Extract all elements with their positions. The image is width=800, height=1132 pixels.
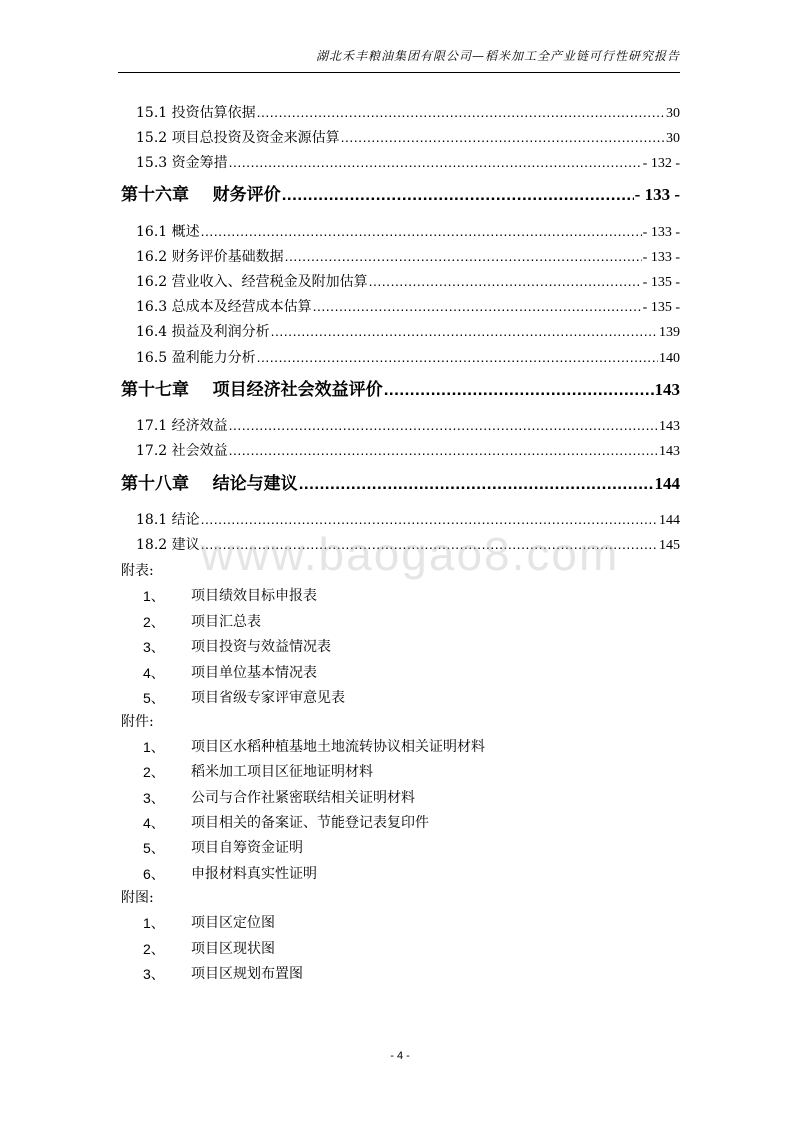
toc-entry-label: 16.2 财务评价基础数据	[136, 249, 284, 265]
list-item-text: 项目相关的备案证、节能登记表复印件	[191, 814, 429, 831]
list-item	[143, 864, 317, 884]
watermark: www.baogao8.com	[200, 528, 620, 580]
list-item	[143, 813, 429, 833]
list-item-number: 2、	[143, 764, 165, 781]
toc-entry-page: 144	[654, 474, 680, 493]
list-item-text: 公司与合作社紧密联结相关证明材料	[191, 789, 415, 806]
toc-dot-leader	[285, 246, 642, 266]
list-item-number: 2、	[143, 940, 165, 957]
list-item-text: 项目绩效目标申报表	[191, 588, 317, 604]
toc-entry-label: 第十八章 结论与建议	[121, 474, 298, 494]
list-item	[143, 737, 485, 757]
list-item-text: 项目区定位图	[191, 915, 275, 931]
toc-dot-leader	[271, 321, 658, 341]
page-number: - 4 -	[390, 1050, 410, 1062]
toc-dot-leader	[229, 152, 642, 172]
list-item-text: 项目单位基本情况表	[191, 664, 317, 681]
toc-entry-label: 15.2 项目总投资及资金来源估算	[136, 130, 340, 146]
header-rule	[118, 72, 680, 73]
toc-dot-leader	[229, 415, 658, 435]
toc-chapter-entry[interactable]	[121, 378, 680, 402]
list-item	[143, 762, 373, 782]
list-item-number: 4、	[143, 814, 165, 831]
toc-entry-label: 15.3 资金筹措	[136, 155, 228, 171]
toc-dot-leader	[201, 221, 642, 241]
toc-section-entry[interactable]	[136, 321, 680, 341]
toc-entry-label: 16.3 总成本及经营成本估算	[136, 299, 312, 315]
toc-section-entry[interactable]	[136, 127, 680, 147]
list-item	[143, 788, 415, 808]
toc-dot-leader	[257, 347, 658, 367]
list-item	[143, 612, 261, 632]
toc-dot-leader	[341, 127, 665, 147]
toc-section-entry[interactable]	[136, 271, 680, 291]
list-item-text: 项目区现状图	[191, 940, 275, 957]
list-item-text: 申报材料真实性证明	[191, 865, 317, 882]
toc-section-entry[interactable]	[136, 534, 680, 554]
list-item-number: 1、	[143, 588, 165, 604]
toc-entry-label: 15.1 投资估算依据	[136, 105, 256, 121]
list-item	[143, 663, 317, 683]
list-item	[143, 637, 331, 657]
toc-entry-label: 18.1 结论	[136, 512, 200, 528]
list-item-text: 稻米加工项目区征地证明材料	[191, 764, 373, 781]
toc-entry-page: 30	[666, 131, 680, 146]
list-item	[143, 964, 303, 984]
list-item-number: 2、	[143, 613, 165, 630]
page-header: 湖北禾丰粮油集团有限公司—稻米加工全产业链可行性研究报告	[315, 49, 680, 63]
toc-entry-page: - 133 -	[642, 225, 680, 240]
list-item	[143, 913, 275, 933]
toc-entry-page: 143	[659, 419, 680, 434]
toc-dot-leader	[384, 378, 654, 402]
list-item	[143, 586, 317, 606]
toc-section-entry[interactable]	[136, 152, 680, 172]
toc-entry-page: - 135 -	[642, 300, 680, 315]
toc-entry-label: 16.4 损益及利润分析	[136, 324, 270, 340]
toc-entry-page: 30	[666, 106, 680, 121]
toc-entry-page: - 133 -	[642, 250, 680, 265]
toc-dot-leader	[201, 509, 658, 529]
list-item-text: 项目汇总表	[191, 613, 261, 630]
toc-dot-leader	[229, 440, 658, 460]
toc-section-entry[interactable]	[136, 221, 680, 241]
list-item-number: 1、	[143, 915, 165, 931]
toc-section-entry[interactable]	[136, 296, 680, 316]
toc-section-entry[interactable]	[136, 102, 680, 122]
list-item-number: 3、	[143, 639, 165, 655]
toc-entry-page: - 133 -	[634, 185, 680, 204]
list-item-text: 项目自筹资金证明	[191, 840, 303, 857]
toc-chapter-entry[interactable]	[121, 472, 680, 496]
list-item-text: 项目区规划布置图	[191, 966, 303, 982]
toc-entry-label: 16.1 概述	[136, 224, 200, 240]
toc-chapter-entry[interactable]	[121, 183, 680, 207]
appendix-tables-heading: 附表:	[121, 563, 154, 579]
toc-dot-leader	[201, 534, 658, 554]
toc-section-entry[interactable]	[136, 347, 680, 367]
toc-entry-label: 第十七章 项目经济社会效益评价	[121, 380, 383, 400]
toc-entry-page: - 135 -	[642, 275, 680, 290]
toc-entry-page: 139	[659, 325, 680, 340]
toc-entry-label: 16.5 盈利能力分析	[136, 350, 256, 366]
toc-entry-page: 140	[659, 351, 680, 366]
toc-section-entry[interactable]	[136, 246, 680, 266]
list-item	[143, 939, 275, 959]
list-item-number: 1、	[143, 739, 165, 755]
toc-dot-leader	[313, 296, 642, 316]
list-item-number: 3、	[143, 789, 165, 806]
list-item-number: 6、	[143, 865, 165, 882]
toc-section-entry[interactable]	[136, 440, 680, 460]
list-item-number: 3、	[143, 966, 165, 982]
toc-entry-page: 144	[659, 513, 680, 528]
toc-entry-label: 17.2 社会效益	[136, 443, 228, 459]
toc-entry-page: - 132 -	[642, 156, 680, 171]
list-item-text: 项目区水稻种植基地土地流转协议相关证明材料	[191, 739, 485, 755]
toc-entry-label: 18.2 建议	[136, 537, 200, 553]
toc-section-entry[interactable]	[136, 509, 680, 529]
toc-dot-leader	[257, 102, 665, 122]
list-item-text: 项目投资与效益情况表	[191, 639, 331, 655]
appendix-figures-heading: 附图:	[121, 890, 154, 906]
toc-dot-leader	[369, 271, 642, 291]
toc-entry-label: 17.1 经济效益	[136, 418, 228, 434]
toc-entry-label: 第十六章 财务评价	[121, 185, 281, 205]
list-item-number: 5、	[143, 840, 165, 857]
toc-entry-page: 143	[654, 380, 680, 399]
list-item-number: 5、	[143, 690, 165, 706]
toc-section-entry[interactable]	[136, 415, 680, 435]
toc-entry-page: 145	[659, 538, 680, 553]
toc-dot-leader	[299, 472, 654, 496]
list-item-number: 4、	[143, 664, 165, 681]
list-item-text: 项目省级专家评审意见表	[191, 690, 345, 706]
attachments-heading: 附件:	[121, 714, 154, 730]
toc-dot-leader	[282, 183, 634, 207]
list-item	[143, 838, 303, 858]
list-item	[143, 688, 345, 708]
toc-entry-label: 16.2 营业收入、经营税金及附加估算	[136, 274, 368, 290]
toc-entry-page: 143	[659, 444, 680, 459]
